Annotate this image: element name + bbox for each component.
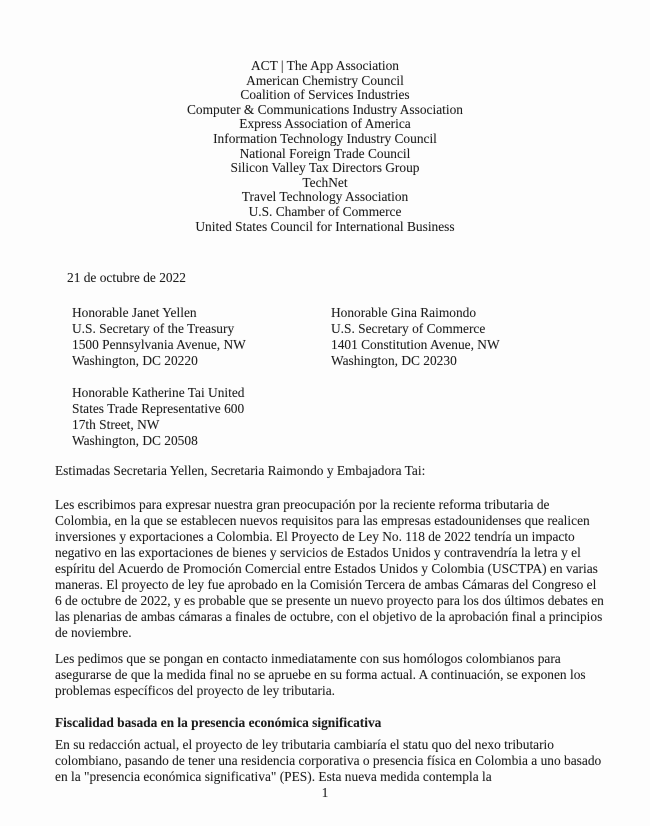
letterhead-org-line: Information Technology Industry Council bbox=[213, 130, 437, 146]
letterhead-org-line: United States Council for International Business bbox=[195, 218, 455, 234]
letterhead-org-line: American Chemistry Council bbox=[246, 72, 404, 88]
letterhead-org-line: Express Association of America bbox=[239, 116, 411, 132]
address-line: Washington, DC 20220 bbox=[72, 353, 198, 369]
address-line: Honorable Janet Yellen bbox=[72, 305, 197, 321]
address-line: Honorable Gina Raimondo bbox=[331, 305, 477, 321]
body-paragraph-2: Les pedimos que se pongan en contacto inmediatamente con sus homólogos colombianos para asegurarse de que la medida final no se apruebe en su forma actual. A continuación, se exponen los problemas específicos del proyecto de ley tributaria. bbox=[55, 651, 586, 699]
address-line: U.S. Secretary of Commerce bbox=[331, 321, 486, 337]
recipient-address-row bbox=[72, 305, 606, 369]
letterhead-org-line: TechNet bbox=[302, 174, 348, 190]
letterhead-org-line: Computer & Communications Industry Association bbox=[187, 101, 463, 117]
letterhead-org-line: Silicon Valley Tax Directors Group bbox=[230, 160, 420, 176]
body-paragraph-3: En su redacción actual, el proyecto de ley tributaria cambiaría el statu quo del nexo tributario colombiano, pasando de tener una residencia corporativa o presencia física en Colombia a uno basado en la "presencia económica significativa" (PES). Esta nueva medida contempla la bbox=[55, 737, 602, 785]
letterhead-org-line: ACT | The App Association bbox=[251, 58, 399, 73]
letterhead-org-list bbox=[0, 59, 650, 234]
address-line: Washington, DC 20508 bbox=[72, 433, 198, 449]
recipient-address-tai bbox=[72, 385, 372, 449]
letterhead-org-line: Coalition of Services Industries bbox=[240, 87, 410, 103]
address-line: 1401 Constitution Avenue, NW bbox=[331, 337, 500, 353]
letter-date: 21 de octubre de 2022 bbox=[67, 270, 186, 286]
letterhead-org-line: National Foreign Trade Council bbox=[239, 145, 411, 161]
body-paragraph-1: Les escribimos para expresar nuestra gran preocupación por la reciente reforma tributaria de Colombia, en la que se establecen nuevos requisitos para las empresas estadounidenses que realicen inversiones y exportaciones a Colombia. El Proyecto de Ley No. 118 de 2022 tendría un impacto negativo en las exportaciones de bienes y servicios de Estados Unidos y contravendría la letra y el espíritu del Acuerdo de Promoción Comercial entre Estados Unidos y Colombia (USCTPA) en varias maneras. El proyecto de ley fue aprobado en la Comisión Tercera de ambas Cámaras del Congreso el 6 de octubre de 2022, y es probable que se presente un nuevo proyecto para los dos últimos debates en las plenarias de ambas cámaras a finales de octubre, con el objetivo de la aprobación final a principios de noviembre. bbox=[55, 497, 604, 641]
address-line: States Trade Representative 600 bbox=[72, 401, 245, 417]
salutation: Estimadas Secretaria Yellen, Secretaria Raimondo y Embajadora Tai: bbox=[55, 463, 426, 479]
letterhead-org-line: U.S. Chamber of Commerce bbox=[248, 203, 402, 219]
page-number: 1 bbox=[321, 785, 329, 801]
address-line: 17th Street, NW bbox=[72, 417, 160, 433]
recipient-address-raimondo bbox=[331, 305, 606, 369]
address-line: 1500 Pennsylvania Avenue, NW bbox=[72, 337, 246, 353]
address-line: U.S. Secretary of the Treasury bbox=[72, 321, 235, 337]
recipient-address-yellen bbox=[72, 305, 331, 369]
address-line: Washington, DC 20230 bbox=[331, 353, 457, 369]
address-line: Honorable Katherine Tai United bbox=[72, 385, 245, 401]
letterhead-org-line: Travel Technology Association bbox=[241, 189, 409, 205]
section-heading: Fiscalidad basada en la presencia económica significativa bbox=[55, 715, 382, 731]
